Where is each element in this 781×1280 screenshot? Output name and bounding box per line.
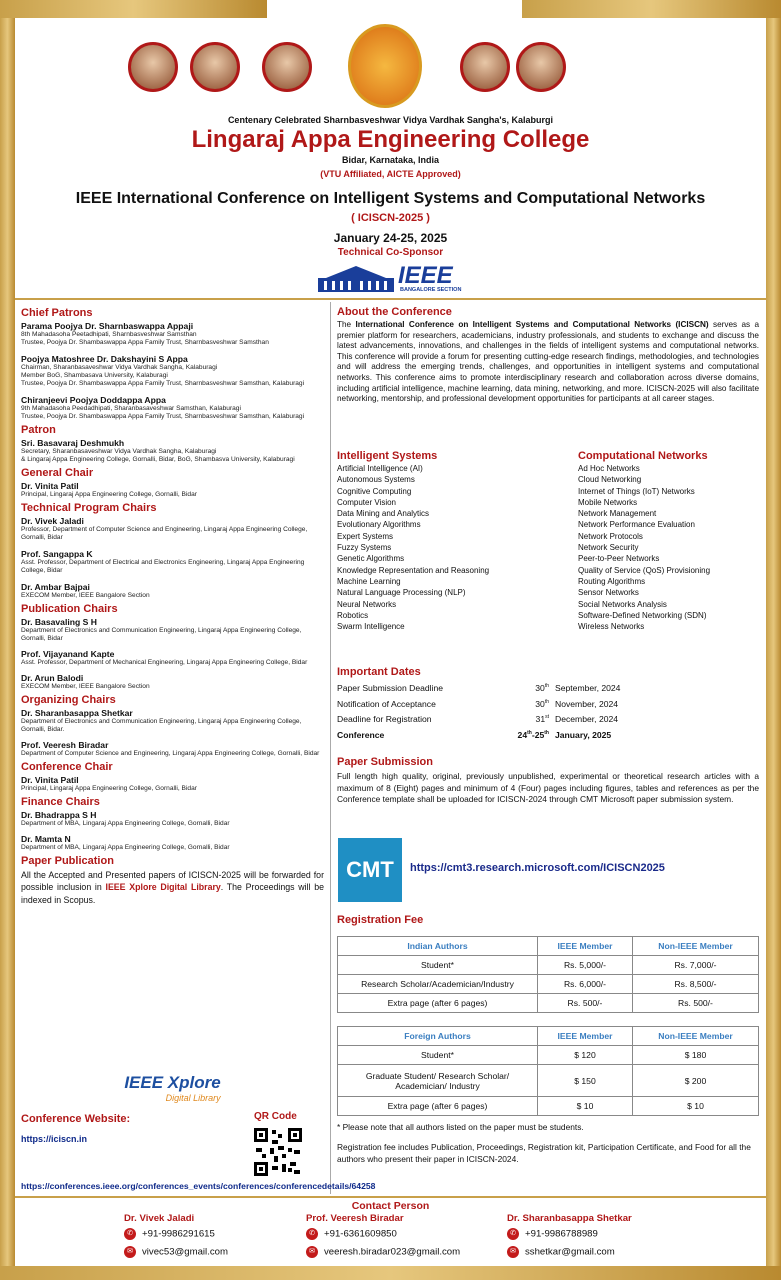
fee-cell: $ 10 [538,1097,633,1116]
paper-submission-text: Full length high quality, original, previously unpublished, experimental or theoretical research articles with a maximum of 8 (Eight) pages and minimum of 4 (Four) pages including figures, tables and references as per the Conference template shall be uploaded for ICISCN-2024 through CMT Microsoft paper submission system. [337,771,759,805]
topic-item: Data Mining and Analytics [337,509,430,519]
person-name: Chiranjeevi Poojya Doddappa Appa [21,395,166,405]
fee-cell: Student* [338,956,538,975]
topic-item: Wireless Networks [578,622,645,632]
email-icon: ✉ [306,1246,318,1258]
date-label: Deadline for Registration [337,714,432,724]
topic-item: Evolutionary Algorithms [337,520,421,530]
person-desc: Department of MBA, Lingaraj Appa Engineering College, Gornalli, Bidar [21,844,230,851]
person-name: Dr. Vinita Patil [21,481,79,491]
person-name: Dr. Ambar Bajpai [21,582,90,592]
registration-fee-title: Registration Fee [337,914,424,926]
topic-item: Cloud Networking [578,475,642,485]
gold-border-bottom [0,1266,781,1280]
date-month: January, 2025 [555,729,612,740]
person-desc: Department of Computer Science and Engineering, Lingaraj Appa Engineering College, Gornalli, Bidar [21,750,320,757]
section-fin-chairs [21,796,324,852]
section-org-chairs [21,694,324,758]
intelligent-systems-section [337,450,567,632]
person-name: Prof. Veeresh Biradar [21,740,109,750]
about-text-part: serves as a premier platform for researchers, academicians, industry professionals, and students to exchange and discuss the latest advancements, innovations, and challenges in the fields of intelligent systems and computational networks. This conference will provide a forum for presenting cutting-edge research findings, methodologies, and technologies and will address the emerging trends, challenges, and opportunities in intelligent systems and computational networks. This conference aims to promote interdisciplinary research and collaboration across diverse domains, including artificial intelligence, machine learning, data mining, networking, and more. ICISCN-2025 will also facilitate networking, mentorship, and professional development opportunities for participants at all career stages. [337,320,760,404]
fee-cell: Student* [338,1046,538,1065]
person-entry [21,395,324,421]
paper-publication-text [21,869,324,906]
computational-networks-title: Computational Networks [578,450,708,462]
fee-cell: Rs. 8,500/- [632,975,758,994]
section-title: Chief Patrons [21,307,93,319]
person-entry [21,321,324,347]
date-day: 24 [517,729,528,740]
topic-item: Quality of Service (QoS) Provisioning [578,565,711,575]
fee-cell: $ 120 [538,1046,633,1065]
date-suffix: th [527,729,532,736]
section-title: General Chair [21,467,94,479]
section-title: Patron [21,424,56,436]
fee-table-indian [337,936,759,1013]
fee-header-cell: Foreign Authors [338,1027,538,1046]
about-title: About the Conference [337,306,452,318]
person-name: Dr. Arun Balodi [21,673,84,683]
fee-cell: Rs. 500/- [538,994,633,1013]
person-entry [21,617,324,643]
section-conf-chair [21,761,324,793]
important-dates-section [337,666,637,745]
topic-item: Sensor Networks [578,588,639,598]
section-title: Publication Chairs [21,603,118,615]
contact-divider [15,1196,766,1198]
website-link[interactable]: https://iciscn.in [21,1134,88,1144]
date-label: Paper Submission Deadline [337,683,444,693]
fee-row [338,956,759,975]
person-desc: Trustee, Poojya Dr. Shambaswappa Appa Family Trust, Sharnbasveshwar Samsthan, Kalaburagi [21,380,305,387]
conference-abbr: ( ICISCN-2025 ) [351,212,430,224]
topic-item: Swarm Intelligence [337,622,405,632]
fee-header-cell: Non-IEEE Member [632,1027,758,1046]
about-section [337,306,759,405]
college-name: Lingaraj Appa Engineering College [191,126,590,153]
fee-cell: $ 10 [632,1097,758,1116]
topic-item: Artificial Intelligence (AI) [337,464,423,473]
date-month: November, 2024 [555,698,619,709]
person-desc: Department of MBA, Lingaraj Appa Engineering College, Gornalli, Bidar [21,820,230,827]
person-entry [21,354,324,388]
fee-note: * Please note that all authors listed on the paper must be students. [337,1122,584,1132]
person-desc: EXECOM Member, IEEE Bangalore Section [21,592,150,599]
person-entry [21,649,324,667]
section-title: Paper Publication [21,855,114,867]
date-label: Conference [337,729,385,740]
fee-row [338,1097,759,1116]
org-name: Centenary Celebrated Sharnbasveshwar Vidya Vardhak Sangha's, Kalaburgi [227,115,554,125]
topic-item: Knowledge Representation and Reasoning [337,565,490,575]
ieee-conference-link[interactable]: https://conferences.ieee.org/conferences_events/conferences/conferencedetails/64258 [21,1181,376,1191]
registration-fee-section [337,914,759,926]
section-general-chair [21,467,324,499]
topic-item: Network Performance Evaluation [578,520,695,530]
contact-email-address: vivec53@gmail.com [142,1246,228,1258]
deity-portrait [348,24,422,108]
person-desc: Trustee, Poojya Dr. Shambaswappa Appa Family Trust, Sharnbasveshwar Samsthan, Kalaburagi [21,413,305,420]
date-row [337,699,637,715]
gold-band [522,0,781,18]
website-label: Conference Website: [21,1113,131,1125]
topic-item: Social Networks Analysis [578,599,667,609]
person-entry [21,708,324,734]
topic-item: Genetic Algorithms [337,554,405,564]
person-name: Prof. Sangappa K [21,549,93,559]
fee-table-foreign [337,1026,759,1116]
contact-name: Dr. Sharanbasappa Shetkar [507,1213,632,1224]
portrait-photo [190,42,240,92]
date-day: 30 [535,698,545,709]
fee-header-cell: Indian Authors [338,937,538,956]
section-tpc [21,502,324,600]
person-desc: & Lingaraj Appa Engineering College, Gornalli, Bidar, BoG, Shambasva University, Kalaburagi [21,456,295,463]
contact-email-address: sshetkar@gmail.com [525,1246,615,1258]
person-desc: Trustee, Poojya Dr. Shambaswappa Appa Family Trust, Sharnbasveshwar Samsthan [21,339,269,346]
fee-cell: Rs. 6,000/- [538,975,633,994]
date-day: 30 [535,683,545,693]
person-desc: Department of Electronics and Communication Engineering, Lingaraj Appa Engineering College, Gornalli, Bidar. [21,718,302,733]
contact-phone-number: +91-9986788989 [525,1228,598,1240]
person-entry [21,438,324,464]
cosponsor-label: Technical Co-Sponsor [337,247,444,258]
date-label: Notification of Acceptance [337,698,436,709]
intelligent-systems-title: Intelligent Systems [337,450,438,462]
cmt-url-link[interactable]: https://cmt3.research.microsoft.com/ICISCN2025 [410,862,665,874]
ieee-xplore-highlight: IEEE Xplore Digital Library [105,882,221,893]
ieee-bangalore-logo [316,264,466,296]
topic-item: Robotics [337,610,369,620]
fee-cell: Rs. 5,000/- [538,956,633,975]
computational-networks-list [578,463,763,632]
person-name: Parama Poojya Dr. Sharnbaswappa Appaji [21,321,194,331]
person-desc: Asst. Professor, Department of Electrical and Electronics Engineering, Lingaraj Appa Engineering College, Bidar [21,559,305,574]
date-month: December, 2024 [555,714,619,724]
important-dates-title: Important Dates [337,666,421,678]
person-name: Dr. Vivek Jaladi [21,516,84,526]
email-icon: ✉ [124,1246,136,1258]
date-day: -25 [531,729,545,740]
person-desc: Chairman, Sharanbasaveshwar Vidya Vardhak Sangha, Kalaburagi [21,364,218,371]
person-desc: Department of Electronics and Communication Engineering, Lingaraj Appa Engineering College, Gornalli, Bidar [21,627,302,642]
person-entry [21,834,324,852]
section-title: Technical Program Chairs [21,502,157,514]
person-entry [21,481,324,499]
section-patron [21,424,324,464]
person-name: Dr. Bhadrappa S H [21,810,97,820]
person-entry [21,775,324,793]
person-entry [21,810,324,828]
person-name: Dr. Basavaling S H [21,617,97,627]
about-text-part: The [337,320,356,329]
fee-cell: $ 150 [538,1065,633,1097]
fee-cell: $ 180 [632,1046,758,1065]
contact-phone[interactable] [507,1228,598,1240]
topic-item: Natural Language Processing (NLP) [337,588,466,598]
contact-phone-number: +91-6361609850 [324,1228,397,1240]
paper-pub-part: All the Accepted and Presented papers of ICISCN-2025 will be forwarded for possible inclusion in [21,870,324,893]
topic-item: Cognitive Computing [337,486,412,496]
fee-row [338,1046,759,1065]
fee-cell: Extra page (after 6 pages) [338,1097,538,1116]
section-chief-patrons [21,307,324,421]
intelligent-systems-list [337,463,567,632]
fee-cell: Extra page (after 6 pages) [338,994,538,1013]
fee-header-row [338,937,759,956]
ieee-section-text: BANGALORE SECTION [400,287,462,293]
section-title: Conference Chair [21,761,113,773]
person-name: Dr. Mamta N [21,834,71,844]
contact-email-address: veeresh.biradar023@gmail.com [324,1246,461,1258]
topic-item: Network Management [578,509,657,519]
topic-item: Network Security [578,543,639,553]
section-pub-chairs [21,603,324,691]
person-entry [21,673,324,691]
date-suffix: th [544,683,549,690]
qr-label: QR Code [254,1111,297,1122]
fee-cell: $ 200 [632,1065,758,1097]
fee-cell: Rs. 500/- [632,994,758,1013]
person-entry [21,582,324,600]
phone-icon: ✆ [124,1228,136,1240]
fee-row [338,1065,759,1097]
person-desc: Asst. Professor, Department of Mechanical Engineering, Lingaraj Appa Engineering College, Bidar [21,659,308,666]
contact-name: Dr. Vivek Jaladi [124,1213,195,1224]
fee-cell: Graduate Student/ Research Scholar/ Academician/ Industry [338,1065,538,1097]
ieee-logo-text: IEEE [398,262,453,289]
date-row [337,683,637,699]
building-icon [316,264,396,294]
contact-phone-number: +91-9986291615 [142,1228,215,1240]
topic-item: Internet of Things (IoT) Networks [578,486,695,496]
paper-submission-section [337,756,759,806]
xplore-sub: Digital Library [165,1093,221,1103]
person-entry [21,740,324,758]
paper-pub-part: . The Proceedings will be indexed in Scopus. [21,882,324,905]
phone-icon: ✆ [306,1228,318,1240]
date-suffix: st [545,714,549,721]
fee-includes: Registration fee includes Publication, Proceedings, Registration kit, Participation Certificate, and Food for all the authors who present their paper in ICISCN-2024. [337,1142,751,1164]
date-day: 31 [535,714,546,724]
xplore-main: IEEE Xplore [124,1073,221,1092]
date-row [337,714,637,730]
affiliation: (VTU Affiliated, AICTE Approved) [320,169,461,179]
person-desc: 9th Mahadasoha Peedadhipati, Sharanbasaveshwar Samsthan, Kalaburagi [21,405,241,412]
cmt-logo: CMT [338,838,402,902]
person-desc: Member BoG, Shambasava University, Kalaburagi [21,372,168,379]
person-entry [21,516,324,542]
person-desc: EXECOM Member, IEEE Bangalore Section [21,683,150,690]
about-text [337,320,759,405]
college-location: Bidar, Karnataka, India [341,155,440,165]
topic-item: Ad Hoc Networks [578,464,640,473]
topic-item: Machine Learning [337,576,401,586]
fee-header-cell: IEEE Member [538,1027,633,1046]
qr-code-icon[interactable] [254,1128,302,1176]
portrait-photo [460,42,510,92]
section-title: Finance Chairs [21,796,100,808]
date-value [518,730,631,740]
computational-networks-section [578,450,763,632]
portrait-photo [516,42,566,92]
fee-row [338,994,759,1013]
phone-icon: ✆ [507,1228,519,1240]
contact-email[interactable] [306,1246,460,1258]
date-value [535,699,631,709]
person-desc: Secretary, Sharanbasaveshwar Vidya Vardhak Sangha, Kalaburagi [21,448,217,455]
fee-header-row [338,1027,759,1046]
topic-item: Fuzzy Systems [337,543,392,553]
date-suffix: th [544,698,549,705]
person-name: Dr. Sharanbasappa Shetkar [21,708,133,718]
person-name: Poojya Matoshree Dr. Dakshayini S Appa [21,354,188,364]
contact-email[interactable] [507,1246,615,1258]
left-column [21,304,324,906]
fee-header-cell: Non-IEEE Member [632,937,758,956]
conference-dates: January 24-25, 2025 [333,231,448,245]
date-value [536,714,631,724]
fee-row [338,975,759,994]
person-desc: Principal, Lingaraj Appa Engineering College, Gornalli, Bidar [21,785,197,792]
contact-phone[interactable] [124,1228,215,1240]
contact-name: Prof. Veeresh Biradar [306,1213,404,1224]
person-name: Dr. Vinita Patil [21,775,79,785]
dates-list [337,683,637,745]
topic-item: Expert Systems [337,531,394,541]
fee-header-cell: IEEE Member [538,937,633,956]
person-name: Prof. Vijayanand Kapte [21,649,115,659]
topic-item: Mobile Networks [578,497,638,507]
gold-band [0,0,267,18]
date-value [535,683,631,693]
paper-submission-title: Paper Submission [337,756,433,768]
topic-item: Software-Defined Networking (SDN) [578,610,707,620]
portrait-photo [262,42,312,92]
fee-cell: Rs. 7,000/- [632,956,758,975]
conference-title: IEEE International Conference on Intelligent Systems and Computational Networks [75,190,706,207]
section-title: Organizing Chairs [21,694,116,706]
portrait-photo [128,42,178,92]
person-entry [21,549,324,575]
fee-cell: Research Scholar/Academician/Industry [338,975,538,994]
column-divider [330,302,331,1194]
about-conference-name: International Conference on Intelligent Systems and Computational Networks (ICISCN) [355,320,709,329]
topic-item: Computer Vision [337,497,396,507]
date-suffix: th [544,729,549,736]
person-desc: 8th Mahadasoha Peetadhipati, Sharnbasveshwar Samsthan [21,331,197,338]
topic-item: Peer-to-Peer Networks [578,554,660,564]
email-icon: ✉ [507,1246,519,1258]
person-desc: Principal, Lingaraj Appa Engineering College, Gornalli, Bidar [21,491,197,498]
person-desc: Professor, Department of Computer Science and Engineering, Lingaraj Appa Engineering College, Gornalli, Bidar [21,526,308,541]
contact-email[interactable] [124,1246,228,1258]
date-row [337,730,637,746]
contact-title: Contact Person [351,1200,430,1212]
date-month: September, 2024 [555,683,621,693]
topic-item: Autonomous Systems [337,475,415,485]
section-paper-publication [21,855,324,906]
topic-item: Neural Networks [337,599,397,609]
ieee-xplore-logo [21,1073,324,1106]
contact-phone[interactable] [306,1228,397,1240]
topic-item: Network Protocols [578,531,643,541]
topic-item: Routing Algorithms [578,576,646,586]
person-name: Sri. Basavaraj Deshmukh [21,438,125,448]
